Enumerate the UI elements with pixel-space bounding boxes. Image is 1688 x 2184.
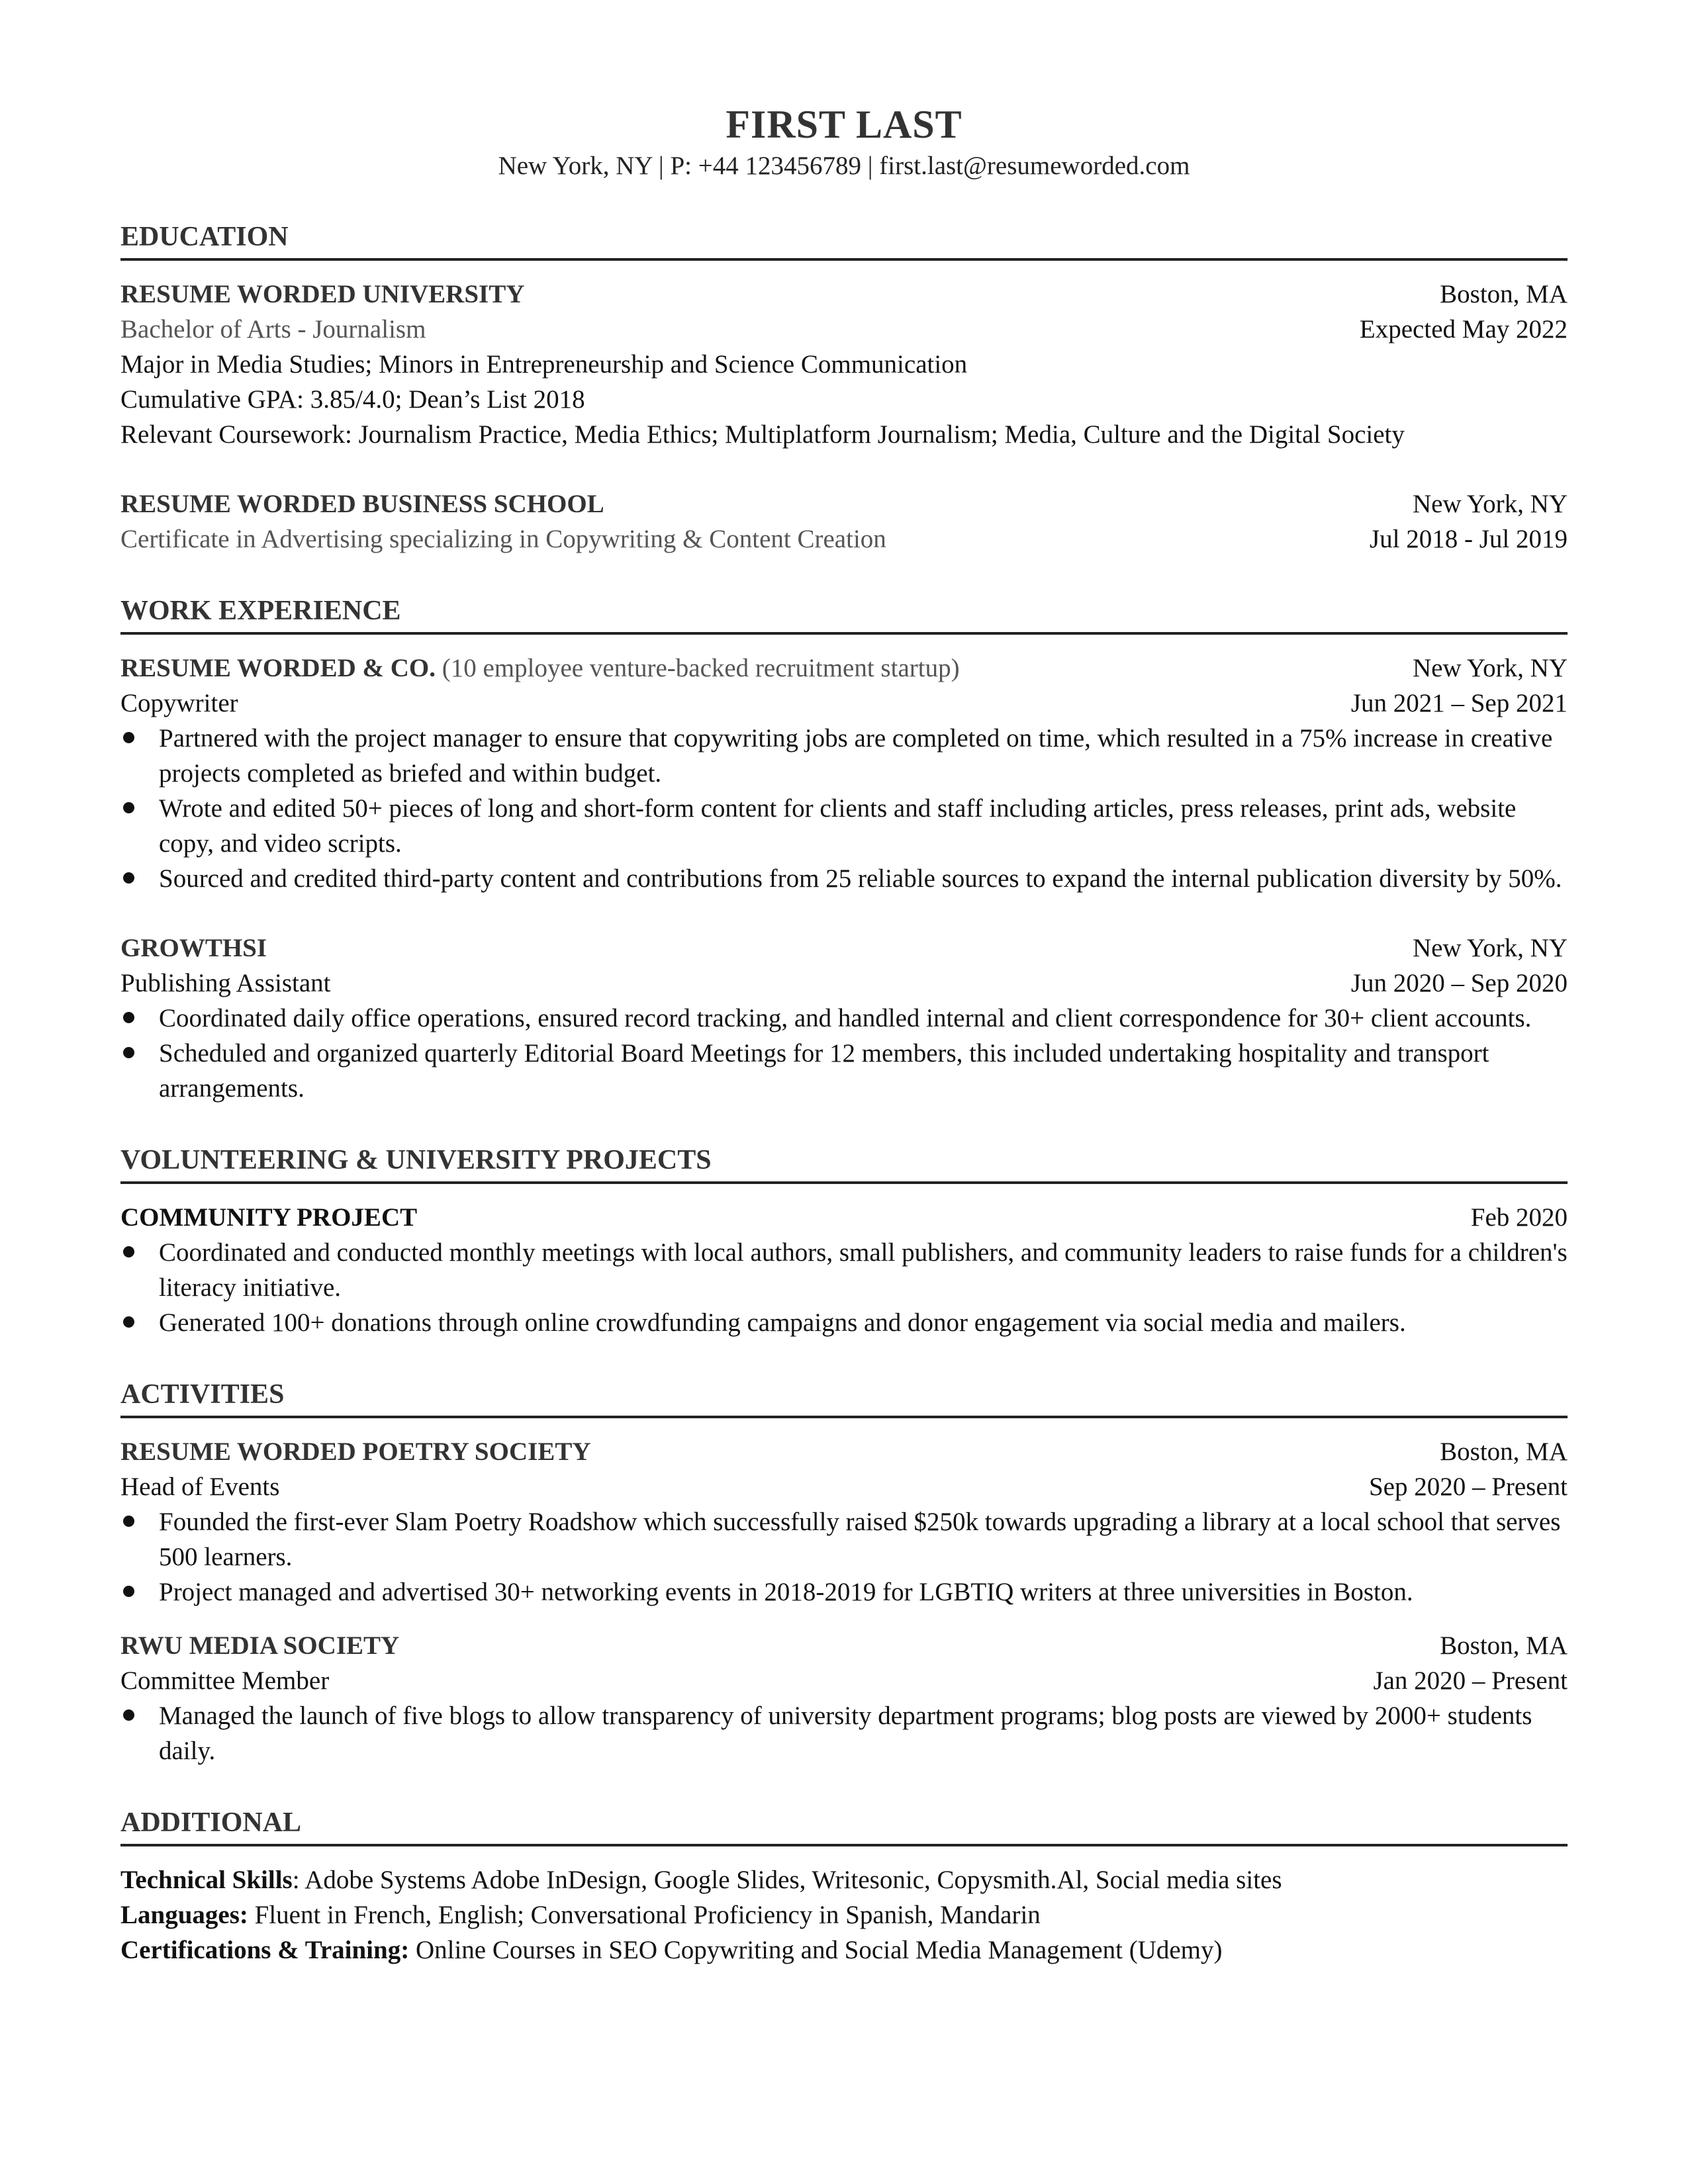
education-entry	[120, 277, 1568, 452]
bullet-item: Sourced and credited third-party content and contributions from 25 reliable sources to expand the internal publication diversity by 50%.	[120, 861, 1568, 896]
organization-location: Boston, MA	[1440, 1437, 1568, 1466]
degree-date: Expected May 2022	[1359, 315, 1568, 343]
education-detail: Cumulative GPA: 3.85/4.0; Dean’s List 2018	[120, 385, 585, 414]
bullet-item: Coordinated and conducted monthly meetings with local authors, small publishers, and community leaders to raise funds for a children's literacy initiative.	[120, 1235, 1568, 1305]
skill-line	[120, 1862, 1568, 1897]
bullet-item: Wrote and edited 50+ pieces of long and short-form content for clients and staff including articles, press releases, print ads, website copy, and video scripts.	[120, 791, 1568, 861]
education-detail: Relevant Coursework: Journalism Practice, Media Ethics; Multiplatform Journalism; Media, Culture and the Digital Society	[120, 420, 1405, 449]
school-name: RESUME WORDED BUSINESS SCHOOL	[120, 490, 604, 518]
bullet-list	[120, 1235, 1568, 1340]
activity-entry	[120, 1628, 1568, 1768]
company-name: GROWTHSI	[120, 934, 267, 962]
activity-role: Committee Member	[120, 1666, 330, 1695]
skill-separator: :	[292, 1866, 305, 1894]
skill-label: Languages:	[120, 1901, 248, 1929]
skill-line	[120, 1897, 1568, 1933]
bullet-item: Founded the first-ever Slam Poetry Roadshow which successfully raised $250k towards upgrading a library at a local school that serves 500 learners.	[120, 1504, 1568, 1574]
job-dates: Jun 2021 – Sep 2021	[1350, 689, 1568, 717]
activity-role: Head of Events	[120, 1473, 280, 1501]
school-location: Boston, MA	[1440, 280, 1568, 308]
activity-entry	[120, 1434, 1568, 1610]
section-title-education: EDUCATION	[120, 220, 1568, 261]
skill-label: Technical Skills	[120, 1866, 293, 1894]
bullet-item: Scheduled and organized quarterly Editorial Board Meetings for 12 members, this included undertaking hospitality and transport arrangements.	[120, 1036, 1568, 1106]
bullet-item: Partnered with the project manager to ensure that copywriting jobs are completed on time, which resulted in a 75% increase in creative projects completed as briefed and within budget.	[120, 721, 1568, 791]
section-title-work: WORK EXPERIENCE	[120, 594, 1568, 635]
skill-line	[120, 1933, 1568, 1968]
contact-line: New York, NY | P: +44 123456789 | first.last@resumeworded.com	[498, 152, 1190, 180]
project-name: COMMUNITY PROJECT	[120, 1203, 418, 1232]
company-location: New York, NY	[1412, 934, 1568, 962]
bullet-list	[120, 721, 1568, 896]
bullet-list	[120, 1001, 1568, 1106]
education-section	[120, 220, 1568, 557]
skill-separator	[248, 1901, 255, 1929]
skill-separator	[409, 1936, 416, 1964]
skill-label: Certifications & Training:	[120, 1936, 410, 1964]
work-entry	[120, 931, 1568, 1106]
bullet-list	[120, 1504, 1568, 1610]
bullet-item: Generated 100+ donations through online crowdfunding campaigns and donor engagement via social media and mailers.	[120, 1305, 1568, 1340]
company-location: New York, NY	[1412, 654, 1568, 682]
school-name: RESUME WORDED UNIVERSITY	[120, 280, 525, 308]
bullet-item: Managed the launch of five blogs to allow transparency of university department programs; blog posts are viewed by 2000+ students daily.	[120, 1698, 1568, 1768]
activity-dates: Sep 2020 – Present	[1368, 1473, 1568, 1501]
organization-name: RESUME WORDED POETRY SOCIETY	[120, 1437, 591, 1466]
work-section	[120, 594, 1568, 1106]
activity-dates: Jan 2020 – Present	[1373, 1666, 1568, 1695]
job-title: Copywriter	[120, 689, 238, 717]
degree-date: Jul 2018 - Jul 2019	[1369, 525, 1568, 553]
section-title-additional: ADDITIONAL	[120, 1805, 1568, 1846]
bullet-item: Project managed and advertised 30+ networking events in 2018-2019 for LGBTIQ writers at three universities in Boston.	[120, 1574, 1568, 1610]
organization-location: Boston, MA	[1440, 1631, 1568, 1660]
organization-name: RWU MEDIA SOCIETY	[120, 1631, 400, 1660]
degree: Bachelor of Arts - Journalism	[120, 315, 426, 343]
project-date: Feb 2020	[1470, 1203, 1568, 1232]
job-dates: Jun 2020 – Sep 2020	[1350, 969, 1568, 997]
skill-value: Fluent in French, English; Conversational Proficiency in Spanish, Mandarin	[254, 1901, 1041, 1929]
resume-page	[120, 99, 1568, 1968]
skill-value: Adobe Systems Adobe InDesign, Google Slides, Writesonic, Copysmith.Al, Social media sites	[305, 1866, 1282, 1894]
volunteering-entry	[120, 1200, 1568, 1340]
candidate-name: FIRST LAST	[726, 103, 962, 146]
company-note: (10 employee venture-backed recruitment startup)	[442, 654, 960, 682]
volunteering-section	[120, 1143, 1568, 1340]
skill-value: Online Courses in SEO Copywriting and Social Media Management (Udemy)	[415, 1936, 1223, 1964]
bullet-list	[120, 1698, 1568, 1768]
work-entry	[120, 651, 1568, 896]
additional-section	[120, 1805, 1568, 1968]
section-title-activities: ACTIVITIES	[120, 1377, 1568, 1418]
section-title-volunteering: VOLUNTEERING & UNIVERSITY PROJECTS	[120, 1143, 1568, 1184]
company-name: RESUME WORDED & CO.	[120, 654, 436, 682]
job-title: Publishing Assistant	[120, 969, 331, 997]
degree: Certificate in Advertising specializing in Copywriting & Content Creation	[120, 525, 886, 553]
activities-section	[120, 1377, 1568, 1768]
education-detail: Major in Media Studies; Minors in Entrepreneurship and Science Communication	[120, 350, 968, 379]
education-entry	[120, 486, 1568, 557]
school-location: New York, NY	[1412, 490, 1568, 518]
bullet-item: Coordinated daily office operations, ensured record tracking, and handled internal and client correspondence for 30+ client accounts.	[120, 1001, 1568, 1036]
